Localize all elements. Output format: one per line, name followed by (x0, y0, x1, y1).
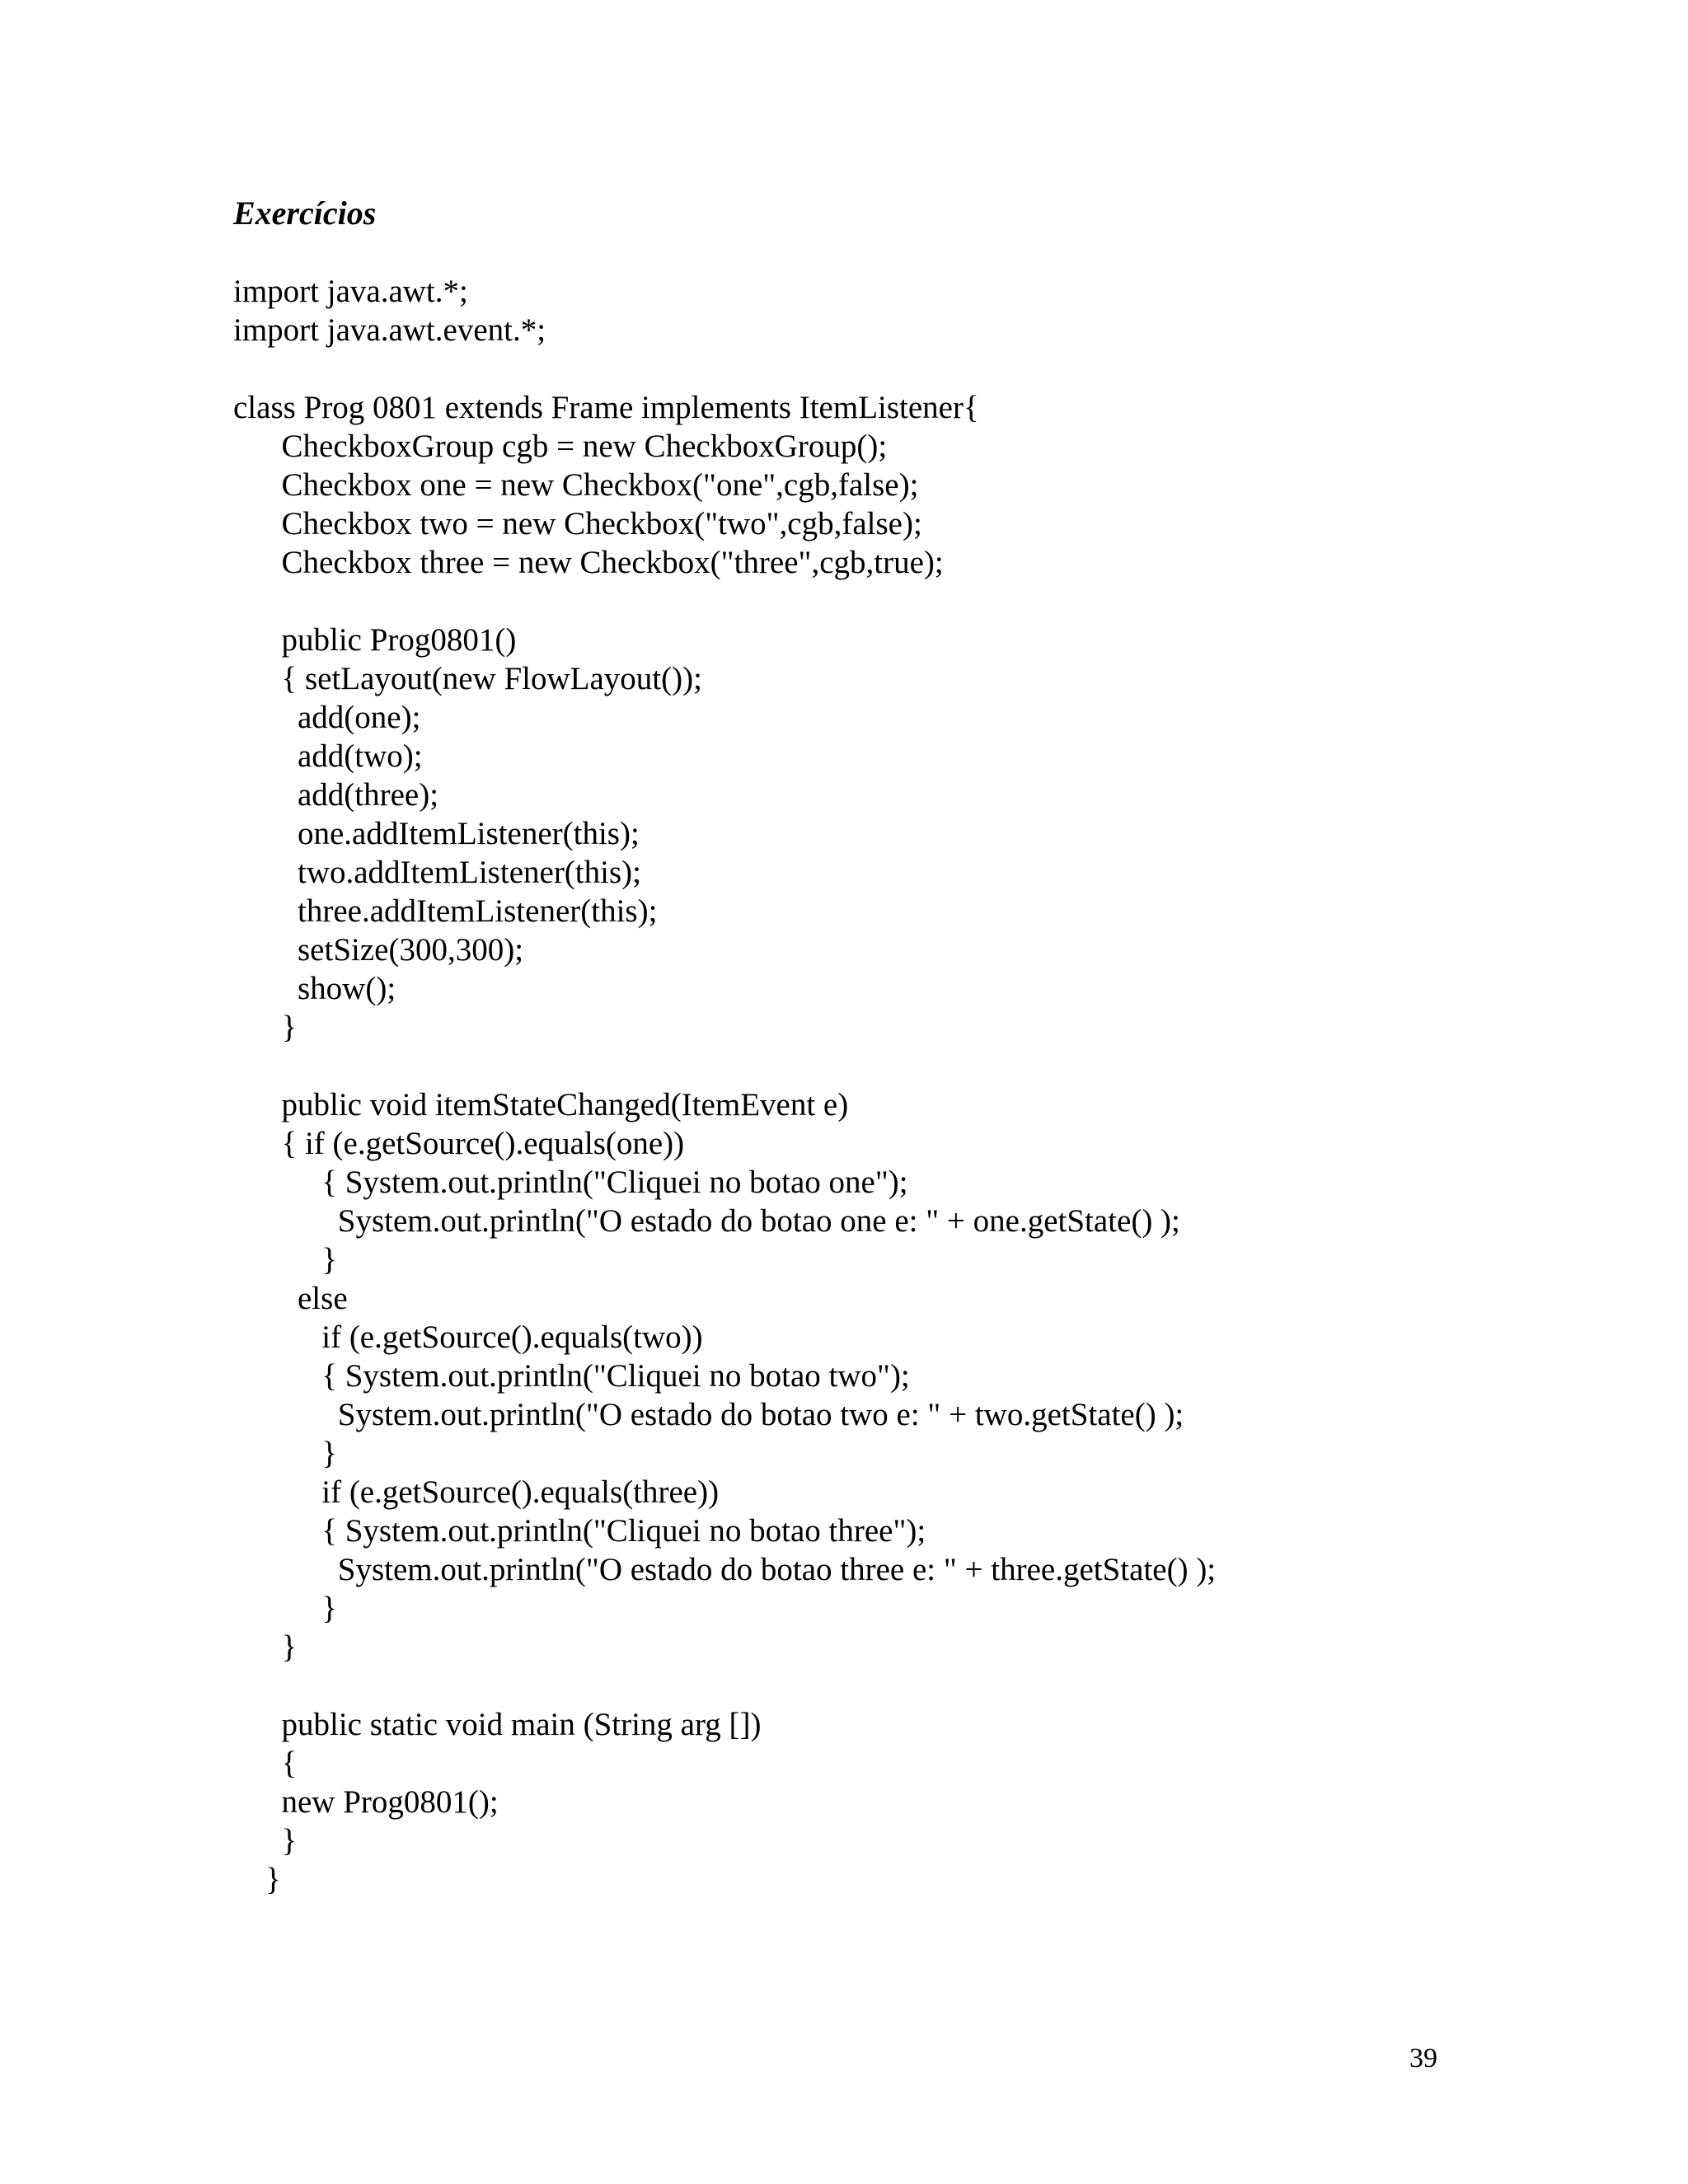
code-line: one.addItemListener(this); (233, 816, 640, 851)
code-line: { System.out.println("Cliquei no botao one"); (233, 1165, 908, 1200)
code-line: } (233, 1629, 298, 1665)
code-line: public static void main (String arg []) (233, 1707, 762, 1742)
code-line: { if (e.getSource().equals(one)) (233, 1126, 685, 1161)
code-line (233, 1666, 1216, 1705)
code-line: class Prog 0801 extends Frame implements ItemListener{ (233, 390, 979, 425)
code-line (233, 1047, 1216, 1085)
code-line: CheckboxGroup cgb = new CheckboxGroup(); (233, 429, 888, 464)
code-line: add(three); (233, 777, 439, 813)
code-line: new Prog0801(); (233, 1784, 499, 1820)
code-line: Checkbox two = new Checkbox("two",cgb,false); (233, 506, 922, 541)
code-line: Checkbox three = new Checkbox("three",cgb,true); (233, 545, 944, 580)
code-line: } (233, 1010, 298, 1045)
code-line: two.addItemListener(this); (233, 855, 641, 890)
code-line: } (233, 1436, 337, 1471)
code-line: { setLayout(new FlowLayout()); (233, 661, 702, 696)
page-number: 39 (1409, 2043, 1437, 2074)
code-line: import java.awt.event.*; (233, 312, 546, 348)
code-line: { (233, 1746, 298, 1781)
code-line: public Prog0801() (233, 622, 517, 658)
code-line: show(); (233, 971, 396, 1006)
code-line: } (233, 1591, 337, 1626)
code-line: { System.out.println("Cliquei no botao three"); (233, 1513, 926, 1549)
code-line: System.out.println("O estado do botao three e: " + three.getState() ); (233, 1552, 1217, 1587)
code-line: } (233, 1823, 298, 1858)
code-line: System.out.println("O estado do botao one e: " + one.getState() ); (233, 1203, 1180, 1239)
code-line: else (233, 1281, 348, 1316)
code-line: Checkbox one = new Checkbox("one",cgb,false); (233, 467, 919, 503)
code-line: } (233, 1862, 281, 1897)
section-heading: Exercícios (233, 194, 377, 232)
code-line: setSize(300,300); (233, 932, 524, 968)
code-line: } (233, 1242, 337, 1277)
code-line: three.addItemListener(this); (233, 893, 658, 929)
code-line: if (e.getSource().equals(three)) (233, 1474, 720, 1510)
code-line: add(one); (233, 700, 421, 735)
code-line: if (e.getSource().equals(two)) (233, 1319, 703, 1355)
code-line: public void itemStateChanged(ItemEvent e) (233, 1087, 849, 1122)
code-line: add(two); (233, 738, 423, 774)
code-line: import java.awt.*; (233, 274, 468, 309)
code-line (233, 349, 1216, 388)
code-line (233, 582, 1216, 621)
code-line: { System.out.println("Cliquei no botao two"); (233, 1358, 910, 1394)
code-listing (233, 272, 1216, 1899)
code-line: System.out.println("O estado do botao two e: " + two.getState() ); (233, 1397, 1184, 1432)
